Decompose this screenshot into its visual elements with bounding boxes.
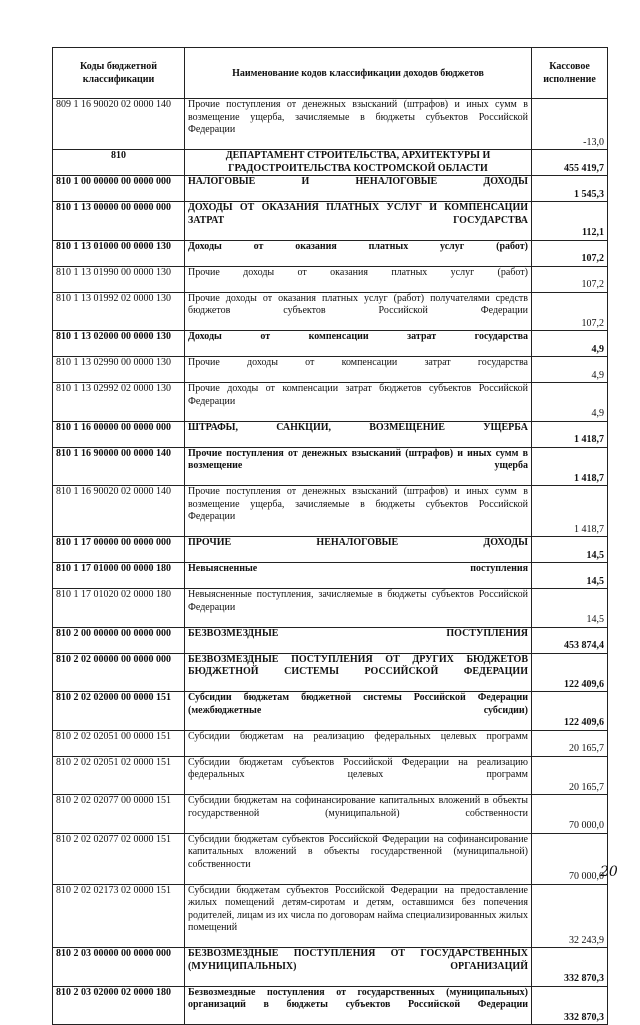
row-amount: 122 409,6: [532, 653, 608, 692]
row-name: ДЕПАРТАМЕНТ СТРОИТЕЛЬСТВА, АРХИТЕКТУРЫ И ГРАДОСТРОИТЕЛЬСТВА КОСТРОМСКОЙ ОБЛАСТИ: [185, 150, 532, 176]
table-row: [53, 692, 608, 731]
table-row: [53, 202, 608, 241]
row-name: Прочие доходы от оказания платных услуг (работ): [185, 266, 532, 292]
row-name: Прочие доходы от оказания платных услуг (работ) получателями средств бюджетов субъектов Российской Федерации: [185, 292, 532, 331]
row-code: 810 2 02 02173 02 0000 151: [53, 884, 185, 948]
row-amount: 455 419,7: [532, 150, 608, 176]
row-code: 810 2 03 00000 00 0000 000: [53, 948, 185, 987]
budget-revenue-table: [52, 47, 608, 1025]
row-name: ДОХОДЫ ОТ ОКАЗАНИЯ ПЛАТНЫХ УСЛУГ И КОМПЕНСАЦИИ ЗАТРАТ ГОСУДАРСТВА: [185, 202, 532, 241]
table-row: [53, 357, 608, 383]
row-name: Субсидии бюджетам бюджетной системы Российской Федерации (межбюджетные субсидии): [185, 692, 532, 731]
row-code: 810 1 13 02000 00 0000 130: [53, 331, 185, 357]
table-row: [53, 653, 608, 692]
row-code: 810 2 00 00000 00 0000 000: [53, 627, 185, 653]
row-amount: 32 243,9: [532, 884, 608, 948]
row-code: 810 2 02 02077 02 0000 151: [53, 833, 185, 884]
table-row: [53, 986, 608, 1025]
table-row: [53, 948, 608, 987]
row-amount: 1 418,7: [532, 447, 608, 486]
row-code: 810 1 13 01992 02 0000 130: [53, 292, 185, 331]
table-row: [53, 99, 608, 150]
table-row-department: [53, 150, 608, 176]
row-name: Прочие доходы от компенсации затрат бюджетов субъектов Российской Федерации: [185, 383, 532, 422]
table-row: [53, 292, 608, 331]
row-code: 810 1 16 00000 00 0000 000: [53, 421, 185, 447]
row-name: Субсидии бюджетам на софинансирование капитальных вложений в объекты государственной (муниципальной) собственности: [185, 795, 532, 834]
row-code: 810 1 16 90000 00 0000 140: [53, 447, 185, 486]
row-amount: 122 409,6: [532, 692, 608, 731]
row-amount: 1 418,7: [532, 421, 608, 447]
table-row: [53, 756, 608, 795]
table-row: [53, 240, 608, 266]
row-code: 810 2 02 02000 00 0000 151: [53, 692, 185, 731]
row-amount: 14,5: [532, 589, 608, 628]
row-amount: 1 418,7: [532, 486, 608, 537]
row-name: Прочие доходы от компенсации затрат государства: [185, 357, 532, 383]
row-code: 809 1 16 90020 02 0000 140: [53, 99, 185, 150]
row-amount: 107,2: [532, 240, 608, 266]
header-amount: Кассовое исполнение: [532, 48, 608, 99]
header-code: Коды бюджетной классификации: [53, 48, 185, 99]
row-name: Безвозмездные поступления от государственных (муниципальных) организаций в бюджеты субъектов Российской Федерации: [185, 986, 532, 1025]
table-row: [53, 447, 608, 486]
row-code: 810 1 13 01990 00 0000 130: [53, 266, 185, 292]
table-row: [53, 421, 608, 447]
row-name: БЕЗВОЗМЕЗДНЫЕ ПОСТУПЛЕНИЯ: [185, 627, 532, 653]
row-code: 810 2 02 02051 00 0000 151: [53, 730, 185, 756]
row-code: 810 2 03 02000 02 0000 180: [53, 986, 185, 1025]
row-name: Невыясненные поступления, зачисляемые в бюджеты субъектов Российской Федерации: [185, 589, 532, 628]
row-name: Прочие поступления от денежных взысканий (штрафов) и иных сумм в возмещение ущерба: [185, 447, 532, 486]
table-row: [53, 176, 608, 202]
row-name: ШТРАФЫ, САНКЦИИ, ВОЗМЕЩЕНИЕ УЩЕРБА: [185, 421, 532, 447]
row-amount: 14,5: [532, 537, 608, 563]
row-code: 810 1 16 90020 02 0000 140: [53, 486, 185, 537]
row-name: ПРОЧИЕ НЕНАЛОГОВЫЕ ДОХОДЫ: [185, 537, 532, 563]
row-amount: 332 870,3: [532, 986, 608, 1025]
row-name: Субсидии бюджетам субъектов Российской Федерации на предоставление жилых помещений детям-сиротам и детям, оставшимся без попечения родителей, лицам из их числа по договорам найма специализированных жилых помещений: [185, 884, 532, 948]
row-name: Прочие поступления от денежных взысканий (штрафов) и иных сумм в возмещение ущерба, зачисляемые в бюджеты субъектов Российской Федерации: [185, 486, 532, 537]
header-name: Наименование кодов классификации доходов бюджетов: [185, 48, 532, 99]
row-name: Субсидии бюджетам субъектов Российской Федерации на софинансирование капитальных вложений в объекты государственной (муниципальной) собственности: [185, 833, 532, 884]
row-name: БЕЗВОЗМЕЗДНЫЕ ПОСТУПЛЕНИЯ ОТ ДРУГИХ БЮДЖЕТОВ БЮДЖЕТНОЙ СИСТЕМЫ РОССИЙСКОЙ ФЕДЕРАЦИИ: [185, 653, 532, 692]
row-code: 810 1 17 01020 02 0000 180: [53, 589, 185, 628]
row-code: 810 1 13 02992 02 0000 130: [53, 383, 185, 422]
row-amount: 70 000,0: [532, 833, 608, 884]
table-row: [53, 730, 608, 756]
table-row: [53, 627, 608, 653]
row-amount: 4,9: [532, 383, 608, 422]
row-amount: 20 165,7: [532, 756, 608, 795]
table-row: [53, 589, 608, 628]
table-row: [53, 383, 608, 422]
page-number: 20: [600, 864, 618, 880]
table-row: [53, 331, 608, 357]
row-name: БЕЗВОЗМЕЗДНЫЕ ПОСТУПЛЕНИЯ ОТ ГОСУДАРСТВЕННЫХ (МУНИЦИПАЛЬНЫХ) ОРГАНИЗАЦИЙ: [185, 948, 532, 987]
row-amount: 20 165,7: [532, 730, 608, 756]
table-row: [53, 486, 608, 537]
table-row: [53, 795, 608, 834]
row-code: 810 1 00 00000 00 0000 000: [53, 176, 185, 202]
row-name: Невыясненные поступления: [185, 563, 532, 589]
row-amount: 1 545,3: [532, 176, 608, 202]
row-code: 810 2 02 00000 00 0000 000: [53, 653, 185, 692]
row-amount: 107,2: [532, 292, 608, 331]
row-amount: 107,2: [532, 266, 608, 292]
row-code: 810 1 17 00000 00 0000 000: [53, 537, 185, 563]
row-name: Доходы от оказания платных услуг (работ): [185, 240, 532, 266]
row-code: 810 1 13 02990 00 0000 130: [53, 357, 185, 383]
table-row: [53, 266, 608, 292]
table-header-row: [53, 48, 608, 99]
table-row: [53, 884, 608, 948]
row-name: Субсидии бюджетам на реализацию федеральных целевых программ: [185, 730, 532, 756]
row-name: НАЛОГОВЫЕ И НЕНАЛОГОВЫЕ ДОХОДЫ: [185, 176, 532, 202]
table-row: [53, 563, 608, 589]
row-name: Доходы от компенсации затрат государства: [185, 331, 532, 357]
row-name: Субсидии бюджетам субъектов Российской Федерации на реализацию федеральных целевых программ: [185, 756, 532, 795]
row-code: 810: [53, 150, 185, 176]
row-amount: 453 874,4: [532, 627, 608, 653]
row-amount: -13,0: [532, 99, 608, 150]
row-code: 810 1 17 01000 00 0000 180: [53, 563, 185, 589]
table-row: [53, 537, 608, 563]
table-row: [53, 833, 608, 884]
row-code: 810 1 13 00000 00 0000 000: [53, 202, 185, 241]
row-amount: 14,5: [532, 563, 608, 589]
row-amount: 70 000,0: [532, 795, 608, 834]
row-amount: 332 870,3: [532, 948, 608, 987]
row-amount: 112,1: [532, 202, 608, 241]
row-code: 810 2 02 02077 00 0000 151: [53, 795, 185, 834]
row-amount: 4,9: [532, 357, 608, 383]
row-amount: 4,9: [532, 331, 608, 357]
row-code: 810 1 13 01000 00 0000 130: [53, 240, 185, 266]
row-code: 810 2 02 02051 02 0000 151: [53, 756, 185, 795]
row-name: Прочие поступления от денежных взысканий (штрафов) и иных сумм в возмещение ущерба, зачисляемые в бюджеты субъектов Российской Федерации: [185, 99, 532, 150]
